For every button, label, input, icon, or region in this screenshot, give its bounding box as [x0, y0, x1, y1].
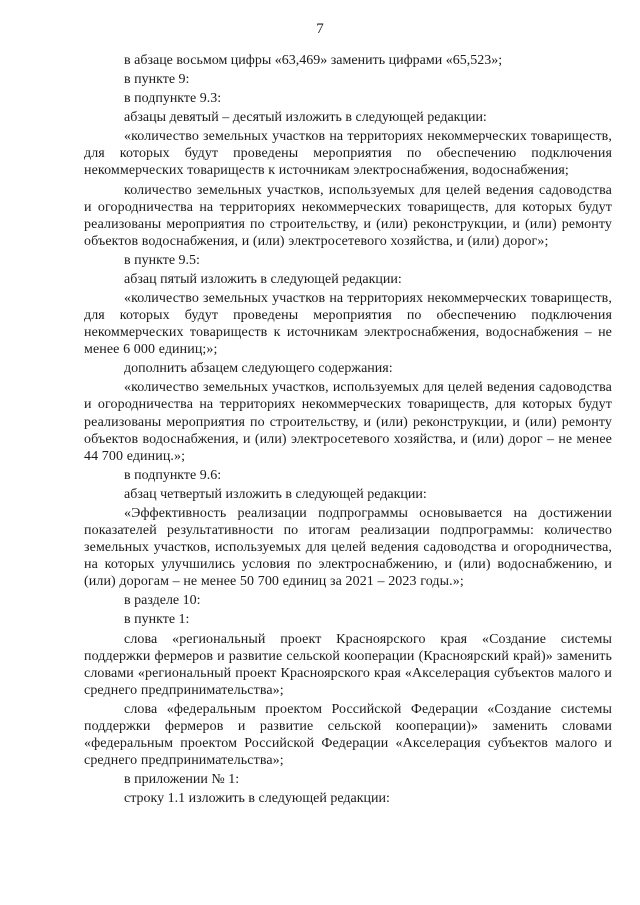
paragraph: «количество земельных участков, используемых для целей ведения садоводства и огородничества на территориях некоммерческих товариществ, для которых будут реализованы мероприятия по строительству, и (или) реконструкции, и (или) ремонту объектов водоснабжения, и (или) электросетевого хозяйства, и (или) дорог – не менее 44 700 единиц.»; — [84, 380, 612, 464]
paragraph: дополнить абзацем следующего содержания: — [124, 361, 393, 377]
paragraph: в разделе 10: — [124, 593, 201, 609]
paragraph: «количество земельных участков на территориях некоммерческих товариществ, для которых будут проведены мероприятия по обеспечению подключения некоммерческих товариществ к источникам электроснабжения, водоснабжения – не менее 6 000 единиц;»; — [84, 291, 612, 358]
paragraph: количество земельных участков, используемых для целей ведения садоводства и огородничества на территориях некоммерческих товариществ, для которых будут реализованы мероприятия по строительству, и (или) реконструкции, и (или) ремонту объектов водоснабжения, и (или) электросетевого хозяйства, и (или) дорог»; — [84, 182, 612, 249]
paragraph: абзацы девятый – десятый изложить в следующей редакции: — [124, 110, 487, 126]
paragraph: слова «федеральным проектом Российской Федерации «Создание системы поддержки фермеров и развитие сельской кооперации)» заменить словами «федеральным проектом Российской Федерации «Акселерация субъектов малого и среднего предпринимательства»; — [84, 701, 612, 769]
paragraph: слова «региональный проект Красноярского края «Создание системы поддержки фермеров и развитие сельской кооперации (Красноярский край)» заменить словами «региональный проект Красноярского края «Акселерация субъектов малого и среднего предпринимательства»; — [84, 631, 612, 698]
paragraph: абзац четвертый изложить в следующей редакции: — [124, 486, 427, 502]
paragraph: в подпункте 9.3: — [124, 91, 222, 107]
paragraph: строку 1.1 изложить в следующей редакции: — [124, 791, 390, 807]
paragraph: в подпункте 9.6: — [124, 467, 222, 483]
paragraph: в абзаце восьмом цифры «63,469» заменить цифрами «65,523»; — [124, 53, 503, 68]
page-number: 7 — [316, 21, 324, 37]
paragraph: в пункте 9.5: — [124, 252, 200, 268]
paragraph: в пункте 9: — [124, 72, 190, 88]
paragraph: «количество земельных участков на территориях некоммерческих товариществ, для которых будут проведены мероприятия по обеспечению подключения некоммерческих товариществ к источникам электроснабжения, водоснабжения; — [84, 129, 612, 179]
paragraph: «Эффективность реализации подпрограммы основывается на достижении показателей результативности по итогам реализации подпрограммы: количество земельных участков, используемых для целей ведения садоводства и огородничества, на которых улучшились условия по электроснабжению, и (или) водоснабжению, и (или) дорогам – не менее 50 700 единиц за 2021 – 2023 годы.»; — [84, 505, 612, 590]
paragraph: в приложении № 1: — [124, 772, 240, 788]
document-body — [84, 52, 612, 809]
paragraph: в пункте 1: — [124, 612, 190, 628]
paragraph: абзац пятый изложить в следующей редакции: — [124, 271, 402, 287]
